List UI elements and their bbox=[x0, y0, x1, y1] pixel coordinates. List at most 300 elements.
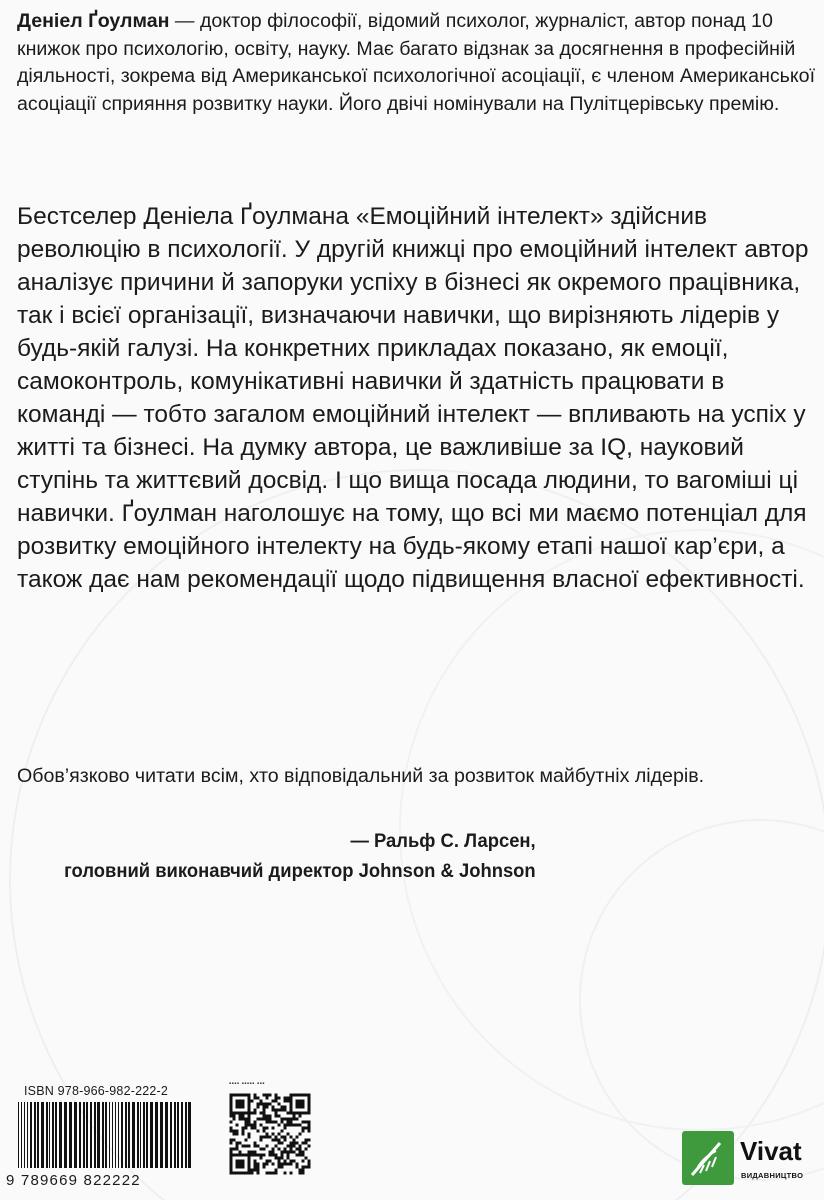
qr-module bbox=[239, 1142, 242, 1145]
barcode-bar bbox=[49, 1102, 50, 1168]
barcode-bar bbox=[140, 1102, 141, 1168]
qr-module bbox=[308, 1145, 311, 1148]
barcode-bar bbox=[52, 1102, 54, 1168]
qr-module bbox=[284, 1109, 287, 1112]
qr-module bbox=[275, 1115, 278, 1118]
barcode-bar bbox=[41, 1102, 44, 1168]
barcode-bar bbox=[121, 1102, 123, 1168]
qr-module bbox=[245, 1118, 248, 1121]
qr-module bbox=[248, 1109, 251, 1112]
qr-module bbox=[290, 1148, 293, 1151]
qr-module bbox=[263, 1106, 266, 1109]
qr-module bbox=[260, 1118, 263, 1121]
barcode-bar bbox=[125, 1102, 127, 1168]
barcode-bar bbox=[86, 1102, 88, 1168]
qr-module bbox=[266, 1136, 269, 1139]
qr-module bbox=[242, 1145, 245, 1148]
qr-module bbox=[308, 1109, 311, 1112]
barcode-bar bbox=[146, 1102, 148, 1168]
qr-module bbox=[278, 1166, 281, 1169]
qr-module bbox=[230, 1097, 233, 1100]
qr-module bbox=[290, 1172, 293, 1175]
qr-module bbox=[266, 1118, 269, 1121]
qr-module bbox=[251, 1112, 254, 1115]
qr-module bbox=[248, 1094, 251, 1097]
qr-module bbox=[278, 1109, 281, 1112]
qr-module bbox=[266, 1172, 269, 1175]
qr-module bbox=[269, 1118, 272, 1121]
barcode-bar bbox=[102, 1102, 104, 1168]
qr-module bbox=[254, 1097, 257, 1100]
qr-module bbox=[275, 1094, 278, 1097]
qr-module bbox=[284, 1172, 287, 1175]
qr-module bbox=[236, 1154, 239, 1157]
qr-module bbox=[293, 1115, 296, 1118]
qr-module bbox=[260, 1136, 263, 1139]
author-bio bbox=[17, 8, 817, 118]
qr-module bbox=[308, 1112, 311, 1115]
qr-module bbox=[272, 1172, 275, 1175]
qr-module bbox=[263, 1103, 266, 1106]
qr-module bbox=[284, 1139, 287, 1142]
barcode-bar bbox=[177, 1102, 179, 1168]
qr-module bbox=[308, 1130, 311, 1133]
barcode-bar bbox=[150, 1102, 153, 1168]
qr-module bbox=[299, 1133, 302, 1136]
qr-module bbox=[269, 1172, 272, 1175]
qr-module bbox=[239, 1151, 242, 1154]
qr-module bbox=[299, 1100, 302, 1103]
qr-module bbox=[260, 1154, 263, 1157]
qr-module bbox=[284, 1100, 287, 1103]
qr-module bbox=[299, 1115, 302, 1118]
qr-module bbox=[257, 1166, 260, 1169]
qr-module bbox=[266, 1097, 269, 1100]
qr-module bbox=[236, 1148, 239, 1151]
qr-module bbox=[302, 1127, 305, 1130]
qr-module bbox=[302, 1103, 305, 1106]
qr-module bbox=[263, 1166, 266, 1169]
qr-module bbox=[263, 1130, 266, 1133]
publisher-subtitle: ВИДАВНИЦТВО bbox=[741, 1171, 804, 1180]
qr-module bbox=[293, 1139, 296, 1142]
qr-module bbox=[230, 1154, 233, 1157]
qr-module bbox=[308, 1103, 311, 1106]
barcode-bar bbox=[115, 1102, 116, 1168]
qr-module bbox=[236, 1100, 239, 1103]
qr-module bbox=[305, 1112, 308, 1115]
qr-module bbox=[236, 1106, 239, 1109]
qr-module bbox=[233, 1154, 236, 1157]
qr-module bbox=[278, 1142, 281, 1145]
qr-module bbox=[242, 1160, 245, 1163]
qr-module bbox=[242, 1166, 245, 1169]
qr-module bbox=[287, 1112, 290, 1115]
qr-module bbox=[269, 1136, 272, 1139]
barcode-bar bbox=[83, 1102, 85, 1168]
qr-module bbox=[308, 1139, 311, 1142]
barcode-bar bbox=[34, 1102, 36, 1168]
qr-module bbox=[299, 1154, 302, 1157]
qr-module bbox=[260, 1112, 263, 1115]
qr-module bbox=[266, 1163, 269, 1166]
qr-module bbox=[290, 1136, 293, 1139]
qr-module bbox=[230, 1130, 233, 1133]
barcode-bar bbox=[97, 1102, 100, 1168]
qr-module bbox=[308, 1097, 311, 1100]
qr-module bbox=[308, 1121, 311, 1124]
qr-module bbox=[242, 1106, 245, 1109]
qr-module bbox=[302, 1160, 305, 1163]
qr-module bbox=[287, 1145, 290, 1148]
barcode-bar bbox=[188, 1102, 191, 1168]
qr-module bbox=[260, 1103, 263, 1106]
qr-module bbox=[269, 1121, 272, 1124]
qr-module bbox=[302, 1169, 305, 1172]
qr-module bbox=[272, 1127, 275, 1130]
qr-module bbox=[257, 1163, 260, 1166]
qr-module bbox=[263, 1115, 266, 1118]
qr-module bbox=[248, 1136, 251, 1139]
barcode-bar bbox=[79, 1102, 81, 1168]
qr-module bbox=[230, 1106, 233, 1109]
qr-module bbox=[248, 1106, 251, 1109]
barcode-bar bbox=[132, 1102, 135, 1168]
quote-author: — Ральф С. Ларсен, bbox=[350, 830, 536, 852]
qr-module bbox=[278, 1097, 281, 1100]
qr-module bbox=[257, 1097, 260, 1100]
barcode-bar bbox=[143, 1102, 145, 1168]
book-description: Бестселер Деніела Ґоулмана «Емоційний інтелект» здійснив революцію в психології. У другій книжці про емоційний інтелект автор аналізує причини й запоруки успіху в бізнесі як окремого працівника, так і всієї організації, визначаючи навички, що вирізняють лідерів у будь-якій галузі. На конкретних прикладах показано, як емоції, самоконтроль, комунікативні навички й здатність працювати в команді — тобто загалом емоційний інтелект — впливають на успіх у житті та бізнесі. На думку автора, це важливіше за IQ, науковий ступінь та життєвий досвід. І що вища посада людини, то вагоміші ці навички. Ґоулман наголошує на тому, що всі ми маємо потенціал для розвитку емоційного інтелекту на будь-якому етапі нашої кар’єри, а також дає нам рекомендації щодо підвищення власної ефективності. bbox=[17, 203, 809, 593]
qr-module bbox=[233, 1133, 236, 1136]
barcode-bar bbox=[94, 1102, 96, 1168]
qr-module bbox=[260, 1100, 263, 1103]
qr-module bbox=[290, 1097, 293, 1100]
qr-module bbox=[305, 1094, 308, 1097]
qr-module bbox=[245, 1127, 248, 1130]
qr-module bbox=[260, 1139, 263, 1142]
qr-module bbox=[272, 1109, 275, 1112]
qr-module bbox=[290, 1112, 293, 1115]
barcode bbox=[6, 1102, 198, 1172]
qr-module bbox=[236, 1133, 239, 1136]
qr-module bbox=[254, 1151, 257, 1154]
qr-module bbox=[293, 1112, 296, 1115]
qr-module bbox=[257, 1145, 260, 1148]
qr-module bbox=[308, 1160, 311, 1163]
qr-module bbox=[287, 1157, 290, 1160]
qr-module bbox=[299, 1103, 302, 1106]
qr-module bbox=[275, 1109, 278, 1112]
qr-module bbox=[293, 1094, 296, 1097]
qr-module bbox=[275, 1145, 278, 1148]
qr-module bbox=[254, 1163, 257, 1166]
qr-module bbox=[233, 1115, 236, 1118]
qr-module bbox=[305, 1127, 308, 1130]
barcode-bar bbox=[55, 1102, 57, 1168]
qr-module bbox=[290, 1142, 293, 1145]
qr-module bbox=[281, 1106, 284, 1109]
qr-module bbox=[245, 1154, 248, 1157]
qr-module bbox=[248, 1124, 251, 1127]
qr-module bbox=[272, 1121, 275, 1124]
barcode-digits: 9 789669 822222 bbox=[6, 1172, 141, 1189]
qr-module bbox=[236, 1124, 239, 1127]
qr-module bbox=[251, 1169, 254, 1172]
qr-module bbox=[254, 1160, 257, 1163]
qr-module bbox=[236, 1094, 239, 1097]
qr-module bbox=[230, 1142, 233, 1145]
qr-module bbox=[296, 1100, 299, 1103]
qr-module bbox=[230, 1127, 233, 1130]
qr-module bbox=[230, 1094, 233, 1097]
qr-module bbox=[278, 1115, 281, 1118]
qr-module bbox=[251, 1124, 254, 1127]
qr-module bbox=[287, 1151, 290, 1154]
qr-module bbox=[275, 1154, 278, 1157]
qr-module bbox=[293, 1151, 296, 1154]
qr-module bbox=[266, 1103, 269, 1106]
qr-module bbox=[248, 1163, 251, 1166]
qr-module bbox=[290, 1106, 293, 1109]
qr-module bbox=[242, 1133, 245, 1136]
qr-module bbox=[284, 1151, 287, 1154]
qr-module bbox=[248, 1145, 251, 1148]
qr-module bbox=[302, 1154, 305, 1157]
barcode-bar bbox=[174, 1102, 176, 1168]
qr-module bbox=[263, 1094, 266, 1097]
barcode-bar bbox=[90, 1102, 92, 1168]
qr-module bbox=[296, 1163, 299, 1166]
qr-module bbox=[302, 1166, 305, 1169]
barcode-bar bbox=[27, 1102, 28, 1168]
qr-module bbox=[275, 1121, 278, 1124]
qr-module bbox=[245, 1112, 248, 1115]
qr-module bbox=[239, 1112, 242, 1115]
qr-module bbox=[278, 1139, 281, 1142]
barcode-bar bbox=[30, 1102, 32, 1168]
qr-module bbox=[287, 1154, 290, 1157]
qr-module bbox=[251, 1151, 254, 1154]
qr-module bbox=[269, 1154, 272, 1157]
qr-module bbox=[266, 1115, 269, 1118]
qr-module bbox=[287, 1097, 290, 1100]
barcode-bar bbox=[18, 1102, 19, 1168]
qr-module bbox=[242, 1103, 245, 1106]
qr-module bbox=[296, 1148, 299, 1151]
qr-module bbox=[275, 1136, 278, 1139]
qr-module bbox=[230, 1160, 233, 1163]
qr-module bbox=[290, 1160, 293, 1163]
qr-module bbox=[242, 1154, 245, 1157]
qr-module bbox=[272, 1148, 275, 1151]
qr-module bbox=[236, 1166, 239, 1169]
barcode-bar bbox=[160, 1102, 163, 1168]
endorsement-quote: Обов’язково читати всім, хто відповідальний за розвиток майбутніх лідерів. bbox=[17, 765, 705, 787]
qr-module bbox=[293, 1142, 296, 1145]
qr-module bbox=[245, 1139, 248, 1142]
qr-module bbox=[242, 1172, 245, 1175]
qr-module bbox=[305, 1139, 308, 1142]
qr-module bbox=[266, 1094, 269, 1097]
qr-module bbox=[236, 1172, 239, 1175]
qr-module bbox=[308, 1100, 311, 1103]
qr-module bbox=[266, 1133, 269, 1136]
qr-module bbox=[296, 1112, 299, 1115]
qr-module bbox=[293, 1118, 296, 1121]
qr-module bbox=[230, 1169, 233, 1172]
qr-module bbox=[248, 1121, 251, 1124]
qr-module bbox=[263, 1127, 266, 1130]
qr-module bbox=[248, 1160, 251, 1163]
qr-module bbox=[239, 1166, 242, 1169]
qr-module bbox=[305, 1166, 308, 1169]
qr-module bbox=[257, 1106, 260, 1109]
qr-module bbox=[290, 1145, 293, 1148]
qr-module bbox=[278, 1124, 281, 1127]
qr-module bbox=[230, 1151, 233, 1154]
qr-module bbox=[284, 1160, 287, 1163]
qr-module bbox=[290, 1118, 293, 1121]
qr-module bbox=[296, 1103, 299, 1106]
qr-module bbox=[308, 1166, 311, 1169]
qr-module bbox=[290, 1100, 293, 1103]
qr-module bbox=[269, 1115, 272, 1118]
qr-module bbox=[266, 1145, 269, 1148]
qr-module bbox=[269, 1160, 272, 1163]
qr-module bbox=[296, 1094, 299, 1097]
qr-module bbox=[281, 1109, 284, 1112]
qr-module bbox=[242, 1118, 245, 1121]
qr-module bbox=[239, 1118, 242, 1121]
qr-module bbox=[302, 1130, 305, 1133]
qr-module bbox=[230, 1163, 233, 1166]
qr-module bbox=[242, 1115, 245, 1118]
barcode-bar bbox=[69, 1102, 72, 1168]
qr-module bbox=[284, 1118, 287, 1121]
qr-module bbox=[230, 1112, 233, 1115]
qr-module bbox=[236, 1112, 239, 1115]
qr-module bbox=[239, 1160, 242, 1163]
qr-module bbox=[299, 1106, 302, 1109]
qr-module bbox=[290, 1124, 293, 1127]
qr-module bbox=[239, 1103, 242, 1106]
qr-module bbox=[254, 1154, 257, 1157]
barcode-bar bbox=[24, 1102, 25, 1168]
qr-module bbox=[236, 1142, 239, 1145]
qr-module bbox=[257, 1172, 260, 1175]
qr-module bbox=[245, 1124, 248, 1127]
qr-module bbox=[272, 1151, 275, 1154]
qr-module bbox=[287, 1121, 290, 1124]
qr-module bbox=[233, 1148, 236, 1151]
qr-module bbox=[248, 1115, 251, 1118]
qr-module bbox=[251, 1172, 254, 1175]
qr-module bbox=[278, 1133, 281, 1136]
qr-module bbox=[296, 1136, 299, 1139]
vivat-logo-icon bbox=[682, 1131, 734, 1185]
qr-module bbox=[281, 1151, 284, 1154]
qr-module bbox=[239, 1163, 242, 1166]
qr-module bbox=[251, 1127, 254, 1130]
qr-module bbox=[239, 1115, 242, 1118]
qr-module bbox=[248, 1097, 251, 1100]
qr-module bbox=[245, 1094, 248, 1097]
qr-module bbox=[269, 1094, 272, 1097]
qr-module bbox=[275, 1139, 278, 1142]
qr-module bbox=[263, 1148, 266, 1151]
qr-module bbox=[263, 1109, 266, 1112]
barcode-bar bbox=[170, 1102, 172, 1168]
qr-module bbox=[284, 1148, 287, 1151]
qr-module bbox=[272, 1139, 275, 1142]
qr-module bbox=[296, 1142, 299, 1145]
qr-module bbox=[254, 1109, 257, 1112]
qr-module bbox=[308, 1163, 311, 1166]
qr-module bbox=[275, 1112, 278, 1115]
qr-module bbox=[269, 1151, 272, 1154]
qr-module bbox=[275, 1100, 278, 1103]
qr-module bbox=[230, 1157, 233, 1160]
qr-module bbox=[263, 1112, 266, 1115]
qr-module bbox=[266, 1160, 269, 1163]
qr-module bbox=[272, 1163, 275, 1166]
qr-module bbox=[248, 1166, 251, 1169]
qr-module bbox=[275, 1097, 278, 1100]
qr-caption: ▪▪▪▪ ▪▪▪▪▪ ▪▪▪ bbox=[229, 1081, 265, 1087]
qr-module bbox=[299, 1094, 302, 1097]
qr-module bbox=[248, 1172, 251, 1175]
qr-module bbox=[239, 1106, 242, 1109]
qr-module bbox=[281, 1166, 284, 1169]
qr-module bbox=[299, 1145, 302, 1148]
qr-module bbox=[299, 1151, 302, 1154]
qr-module bbox=[230, 1100, 233, 1103]
qr-module bbox=[230, 1103, 233, 1106]
qr-module bbox=[260, 1148, 263, 1151]
qr-module bbox=[278, 1163, 281, 1166]
qr-module bbox=[245, 1145, 248, 1148]
qr-module bbox=[278, 1157, 281, 1160]
qr-module bbox=[230, 1109, 233, 1112]
barcode-bar bbox=[128, 1102, 130, 1168]
qr-module bbox=[248, 1103, 251, 1106]
barcode-bar bbox=[37, 1102, 39, 1168]
qr-module bbox=[257, 1169, 260, 1172]
qr-module bbox=[281, 1157, 284, 1160]
qr-module bbox=[281, 1163, 284, 1166]
qr-module bbox=[233, 1118, 236, 1121]
qr-module bbox=[254, 1145, 257, 1148]
publisher-name: Vivat bbox=[740, 1136, 802, 1166]
qr-module bbox=[272, 1154, 275, 1157]
qr-module bbox=[248, 1151, 251, 1154]
qr-module bbox=[308, 1127, 311, 1130]
qr-module bbox=[293, 1160, 296, 1163]
qr-module bbox=[248, 1133, 251, 1136]
qr-module bbox=[254, 1121, 257, 1124]
qr-module bbox=[266, 1121, 269, 1124]
qr-module bbox=[284, 1124, 287, 1127]
qr-module bbox=[284, 1097, 287, 1100]
qr-module bbox=[302, 1094, 305, 1097]
qr-module bbox=[290, 1163, 293, 1166]
qr-module bbox=[299, 1148, 302, 1151]
qr-module bbox=[281, 1142, 284, 1145]
qr-module bbox=[254, 1112, 257, 1115]
qr-module bbox=[233, 1130, 236, 1133]
qr-module bbox=[305, 1148, 308, 1151]
